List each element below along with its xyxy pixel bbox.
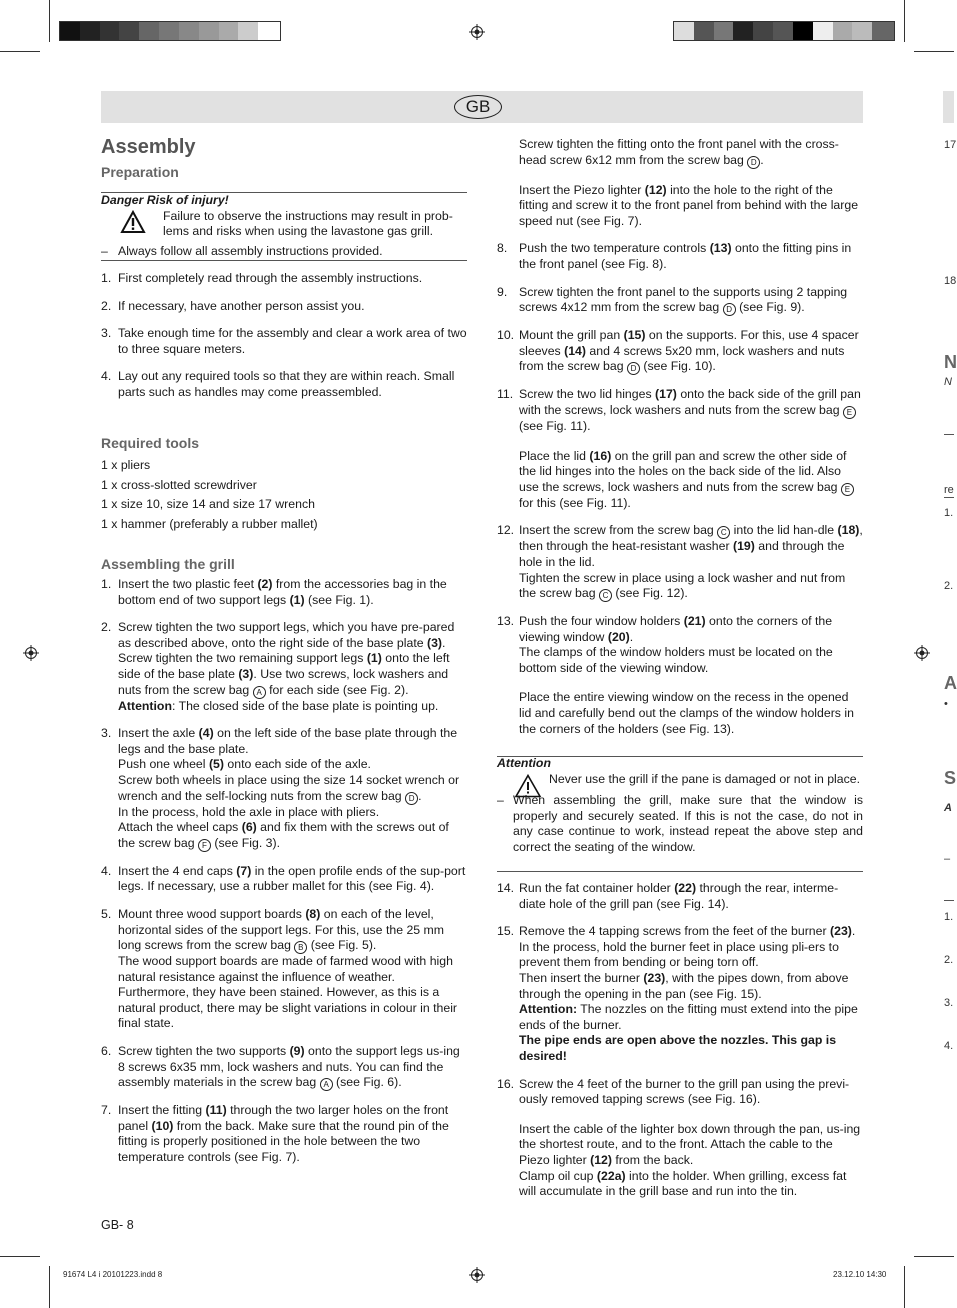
assembling-heading: Assembling the grill xyxy=(101,556,235,572)
page-title: Assembly xyxy=(101,136,196,158)
danger-title: Danger Risk of injury! xyxy=(101,193,229,207)
danger-text: Failure to observe the instructions may result in prob- lems and risks when using the lavastone gas grill. xyxy=(163,208,453,239)
color-bar-left xyxy=(59,21,281,41)
crop-mark xyxy=(914,1256,954,1257)
list-item: 7. Insert the fitting (11) through the two larger holes on the front panel (10) from the back. Make sure that the round pin of the fitting is properly positioned in the hole between the two temperature controls (see Fig. 7). xyxy=(101,1103,449,1165)
danger-warning xyxy=(101,209,468,240)
next-page-fragment: 18 xyxy=(944,275,957,287)
next-page-fragment: 1. xyxy=(944,507,954,519)
list-item: 14. Run the fat container holder (22) through the rear, interme-diate hole of the grill pan (see Fig. 14). xyxy=(497,881,839,911)
next-page-fragment: 17 xyxy=(944,139,957,151)
tools-list xyxy=(101,456,468,534)
list-item: 3. Take enough time for the assembly and clear a work area of two to three square meters. xyxy=(101,326,467,356)
attention-bullet: – When assembling the grill, make sure that the window is properly and securely seated. If this is not the case, do not in any case continue to work, instead repeat the above step and correct the seating of the window. xyxy=(497,793,863,854)
color-bar-right xyxy=(673,21,895,41)
next-page-fragment: A xyxy=(944,673,957,693)
next-page-fragment: S xyxy=(944,768,957,788)
registration-mark-icon xyxy=(469,24,485,40)
preparation-heading: Preparation xyxy=(101,164,179,180)
next-page-header-stub xyxy=(943,91,954,123)
list-item: 1. Insert the two plastic feet (2) from the accessories bag in the bottom end of two support legs (1) (see Fig. 1). xyxy=(101,577,447,607)
next-page-fragment: 2. xyxy=(944,580,954,592)
list-item: 6. Screw tighten the two supports (9) onto the support legs us-ing 8 screws 6x35 mm, lock washers and nuts. You can find the assembly materials in the screw bag A (see Fig. 6). xyxy=(101,1044,460,1090)
next-page-rule xyxy=(944,900,954,901)
registration-mark-icon xyxy=(23,645,39,661)
next-page-fragment: – xyxy=(944,853,951,865)
list-item: 4. Insert the 4 end caps (7) in the open profile ends of the sup-port legs. If necessary, use a rubber mallet for this (see Fig. 4). xyxy=(101,863,466,894)
list-item: 3. Insert the axle (4) on the left side of the base plate through the legs and the base plate. Push one wheel (5) onto each side of the axle. Screw both wheels in place using the size 14 socket wrench or wrench and the self-locking nuts from the screw bag D . In the process, hold the axle in place with pliers. Attach the wheel caps (6) and fix them with the screws out of the screw bag F (see Fig. 3). xyxy=(101,726,460,850)
next-page-fragment: 1. xyxy=(944,911,954,923)
next-page-fragment: N xyxy=(944,376,952,388)
footer-date: 23.12.10 14:30 xyxy=(833,1270,887,1279)
danger-bullet: – Always follow all assembly instructions provided. xyxy=(101,243,383,258)
list-item: 2. If necessary, have another person assist you. xyxy=(101,298,365,313)
attention-box xyxy=(497,756,863,856)
required-tools-heading: Required tools xyxy=(101,435,200,451)
list-item: 15. Remove the 4 tapping screws from the feet of the burner (23). In the process, hold the burner feet in place using pli-ers to prevent them from bending or being torn off. Then insert the burner (23), with the pipes down, from above through the opening in the pan (see Fig. 15). Attention: The nozzles on the fitting must extend into the pipe ends of the burner. The pipe ends are open above the nozzles. This gap is desired! xyxy=(497,924,858,1063)
footer-file-info: 91674 L4 i 20101223.indd 8 xyxy=(63,1270,163,1279)
next-page-fragment: re xyxy=(944,484,954,496)
warning-triangle-icon xyxy=(121,211,145,233)
divider xyxy=(101,260,467,261)
list-item: 12. Insert the screw from the screw bag C into the lid han-dle (18), then through the heat-resistant washer (19) and through the hole in the lid. Tighten the screw in place using a lock washer and nut from the screw bag C (see Fig. 12). xyxy=(497,523,863,601)
list-item: 1 x hammer (preferably a rubber mallet) xyxy=(101,516,318,531)
page-number: GB- 8 xyxy=(101,1218,134,1232)
crop-mark xyxy=(49,1266,50,1308)
next-page-fragment: • xyxy=(944,698,948,710)
list-item: 1 x size 10, size 14 and size 17 wrench xyxy=(101,497,315,511)
next-page-fragment: 4. xyxy=(944,1040,954,1052)
list-item: 1 x cross-slotted screwdriver xyxy=(101,477,257,492)
crop-mark xyxy=(914,51,954,52)
list-item: 10. Mount the grill pan (15) on the supports. For this, use 4 spacer sleeves (14) and 4 screws 5x20 mm, lock washers and nuts from the screw bag D (see Fig. 10). xyxy=(497,328,859,374)
next-page-fragment: 3. xyxy=(944,997,954,1009)
list-item: 1 x pliers xyxy=(101,458,151,472)
list-item: 1. First completely read through the assembly instructions. xyxy=(101,271,423,285)
assembly-steps-left xyxy=(101,577,468,1166)
list-item: 13. Push the four window holders (21) onto the corners of the viewing window (20). The clamps of the window holders must be located on the bottom side of the viewing window. xyxy=(497,614,833,675)
list-item: 4. Lay out any required tools so that they are within reach. Small parts such as handles may come preassembled. xyxy=(101,369,455,399)
list-item: Place the lid (16) on the grill pan and screw the other side of the lid hinges into the holes on the back side of the lid. Also use the screws, lock washers and nuts from the screw bag E for this (see Fig. 11). xyxy=(497,449,863,512)
crop-mark xyxy=(49,0,50,42)
crop-mark xyxy=(904,0,905,42)
preparation-steps xyxy=(101,271,468,401)
list-item: Insert the Piezo lighter (12) into the hole to the right of the fitting and screw it to the front panel from behind with the large speed nut (see Fig. 7). xyxy=(519,182,859,228)
list-item: 11. Screw the two lid hinges (17) onto the back side of the grill pan with the screws, lock washers and nuts from the screw bag E (see Fig. 11). xyxy=(497,387,861,433)
crop-mark xyxy=(0,51,40,52)
list-item: 5. Mount three wood support boards (8) on each of the level, horizontal sides of the support legs. For this, use the 25 mm long screws from the screw bag B (see Fig. 5). The wood support boards are made of farmed wood with high natural resistance against the influence of weather. Furthermore, they have been stained. However, as this is a natural product, there may be slight variations in colour in their final state. xyxy=(101,906,458,1031)
list-item: 16. Screw the 4 feet of the burner to the grill pan using the previ-ously removed tapping screws (see Fig. 16). xyxy=(497,1076,850,1107)
list-item: 8. Push the two temperature controls (13) onto the fitting pins in the front panel (see Fig. 8). xyxy=(497,241,852,271)
assembly-steps-right xyxy=(497,137,863,737)
next-page-rule xyxy=(944,497,954,498)
next-page-fragment: N xyxy=(944,352,957,372)
crop-mark xyxy=(0,1256,40,1257)
language-badge: GB xyxy=(454,95,502,119)
list-item: Insert the cable of the lighter box down through the pan, us-ing the shortest route, and to the front. Attach the cable to the Piezo lighter (12) from the back. Clamp oil cup (22a) into the holder. When grilling, excess fat will accumulate in the grill base and run into the tin. xyxy=(519,1121,861,1199)
next-page-rule xyxy=(944,434,954,435)
attention-warning: Never use the grill if the pane is damaged or not in place. xyxy=(497,772,863,788)
list-item: 9. Screw tighten the front panel to the supports using 2 tapping screws 4x12 mm from the screw bag D (see Fig. 9). xyxy=(497,284,848,315)
assembly-steps-right-lower xyxy=(497,881,863,1200)
divider xyxy=(497,871,863,872)
list-item: Place the entire viewing window on the recess in the opened lid and carefully bend out the clamps of the window holders in the corners of the holders (see Fig. 13). xyxy=(519,690,854,736)
attention-title: Attention xyxy=(497,756,551,770)
next-page-fragment: A xyxy=(944,802,952,814)
list-item: 2. Screw tighten the two support legs, which you have pre-pared as described above, onto the right side of the base plate (3). Screw tighten the two remaining support legs (1) onto the left side of the base plate (3). Use two screws, lock washers and nuts from the screw bag A for each side (see Fig. 2). Attention: The closed side of the base plate is pointing up. xyxy=(101,620,455,713)
next-page-fragment: 2. xyxy=(944,954,954,966)
preparation-section xyxy=(101,193,468,259)
registration-mark-icon xyxy=(469,1267,485,1283)
list-item: Screw tighten the fitting onto the front panel with the cross-head screw 6x12 mm from the screw bag D . xyxy=(519,137,839,167)
registration-mark-icon xyxy=(914,645,930,661)
crop-mark xyxy=(904,1266,905,1308)
